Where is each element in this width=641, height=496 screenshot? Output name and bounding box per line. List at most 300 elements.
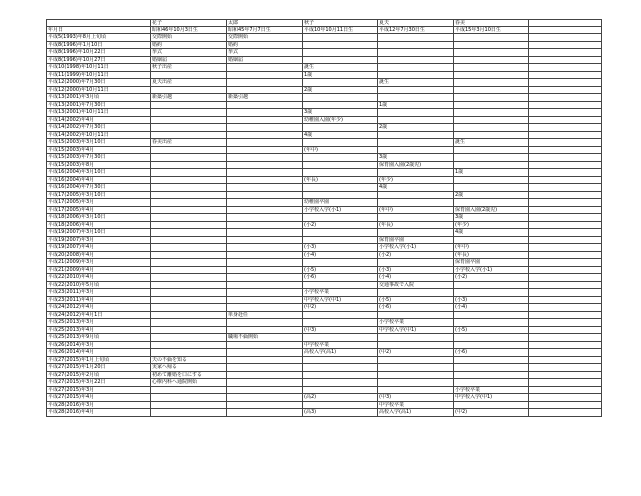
event-cell[interactable] [529,356,602,364]
date-cell[interactable]: 平成15(2003)年8月 [47,161,151,169]
event-cell[interactable] [227,409,303,417]
event-cell[interactable] [303,154,378,162]
event-cell[interactable] [529,251,602,259]
event-cell[interactable] [529,281,602,289]
event-cell[interactable] [454,41,529,49]
event-cell[interactable]: (小5) [454,326,529,334]
date-cell[interactable]: 平成26(2014)年4月 [47,349,151,357]
event-cell[interactable] [151,221,227,229]
date-cell[interactable]: 平成12(2000)年7月30日 [47,79,151,87]
date-cell[interactable]: 平成14(2002)年10月11日 [47,131,151,139]
event-cell[interactable] [227,229,303,237]
event-cell[interactable] [151,184,227,192]
event-cell[interactable] [151,236,227,244]
event-cell[interactable]: 秋子出産 [151,64,227,72]
event-cell[interactable] [227,386,303,394]
event-cell[interactable] [303,49,378,57]
event-cell[interactable] [151,229,227,237]
event-cell[interactable] [529,334,602,342]
date-cell[interactable]: 平成27(2015)年1月20日 [47,364,151,372]
event-cell[interactable]: 実家へ帰る [151,364,227,372]
event-cell[interactable] [529,304,602,312]
event-cell[interactable]: 3歳 [303,109,378,117]
event-cell[interactable] [454,356,529,364]
event-cell[interactable] [227,191,303,199]
event-cell[interactable]: 1歳 [303,71,378,79]
event-cell[interactable] [151,311,227,319]
event-cell[interactable] [529,371,602,379]
event-cell[interactable]: (中2) [378,349,454,357]
event-cell[interactable] [454,371,529,379]
event-cell[interactable] [303,191,378,199]
event-cell[interactable] [151,116,227,124]
event-cell[interactable] [151,214,227,222]
event-cell[interactable] [529,184,602,192]
event-cell[interactable] [378,169,454,177]
date-cell[interactable]: 平成25(2013)年3月 [47,319,151,327]
event-cell[interactable]: (年長) [378,221,454,229]
event-cell[interactable]: 春美出産 [151,139,227,147]
event-cell[interactable]: (小4) [303,251,378,259]
event-cell[interactable] [303,401,378,409]
event-cell[interactable] [303,236,378,244]
event-cell[interactable]: (年中) [454,244,529,252]
event-cell[interactable]: 婚姻届 [151,56,227,64]
event-cell[interactable] [151,289,227,297]
event-cell[interactable] [454,116,529,124]
event-cell[interactable] [151,176,227,184]
event-cell[interactable] [529,221,602,229]
event-cell[interactable] [151,304,227,312]
event-cell[interactable] [378,86,454,94]
event-cell[interactable] [378,191,454,199]
event-cell[interactable] [227,304,303,312]
event-cell[interactable] [227,341,303,349]
event-cell[interactable] [529,131,602,139]
event-cell[interactable] [454,94,529,102]
event-cell[interactable] [529,71,602,79]
event-cell[interactable] [303,41,378,49]
event-cell[interactable]: (小2) [454,274,529,282]
date-cell[interactable]: 平成11(1999)年10月11日 [47,71,151,79]
event-cell[interactable] [529,94,602,102]
date-cell[interactable]: 平成14(2002)年7月30日 [47,124,151,132]
event-cell[interactable] [303,371,378,379]
event-cell[interactable] [454,319,529,327]
event-cell[interactable] [454,34,529,42]
event-cell[interactable] [227,176,303,184]
event-cell[interactable]: (小3) [454,296,529,304]
event-cell[interactable] [151,199,227,207]
event-cell[interactable] [151,206,227,214]
event-cell[interactable]: 心療内科へ通院開始 [151,379,227,387]
date-cell[interactable]: 平成8(1996)年10月22日 [47,49,151,57]
event-cell[interactable]: 3歳 [378,154,454,162]
event-cell[interactable]: 誕生 [454,139,529,147]
event-cell[interactable]: 保育園卒園 [454,259,529,267]
event-cell[interactable] [454,334,529,342]
event-cell[interactable]: 4歳 [303,131,378,139]
event-cell[interactable]: (年少) [454,221,529,229]
event-cell[interactable] [454,79,529,87]
date-cell[interactable]: 平成8(1996)年1月10日 [47,41,151,49]
event-cell[interactable] [529,64,602,72]
event-cell[interactable]: 挙式 [227,49,303,57]
event-cell[interactable] [454,71,529,79]
date-cell[interactable]: 平成21(2009)年4月 [47,266,151,274]
event-cell[interactable]: 単身赴任 [227,311,303,319]
event-cell[interactable] [151,281,227,289]
date-cell[interactable]: 平成24(2012)年4月 [47,304,151,312]
event-cell[interactable] [303,124,378,132]
event-cell[interactable]: 幼稚園卒園 [303,199,378,207]
event-cell[interactable] [303,161,378,169]
event-cell[interactable]: (小4) [378,274,454,282]
event-cell[interactable]: 小学校入学(小1) [378,244,454,252]
event-cell[interactable] [378,146,454,154]
event-cell[interactable] [151,319,227,327]
event-cell[interactable] [454,199,529,207]
event-cell[interactable] [227,236,303,244]
event-cell[interactable] [151,341,227,349]
event-cell[interactable] [227,349,303,357]
event-cell[interactable] [151,326,227,334]
event-cell[interactable]: (年中) [303,146,378,154]
event-cell[interactable] [151,394,227,402]
header-birth-cell[interactable]: 昭和45年7月7日生 [227,27,303,34]
date-cell[interactable]: 平成28(2016)年4月 [47,409,151,417]
date-cell[interactable]: 平成27(2015)年3月 [47,386,151,394]
event-cell[interactable]: 挙式 [151,49,227,57]
event-cell[interactable] [151,386,227,394]
event-cell[interactable]: 3歳 [454,214,529,222]
event-cell[interactable] [378,334,454,342]
event-cell[interactable] [378,214,454,222]
event-cell[interactable] [529,296,602,304]
date-cell[interactable]: 平成15(2003)年4月 [47,146,151,154]
event-cell[interactable] [303,311,378,319]
event-cell[interactable] [303,139,378,147]
event-cell[interactable] [303,259,378,267]
event-cell[interactable] [151,71,227,79]
event-cell[interactable] [378,341,454,349]
date-cell[interactable]: 平成17(2005)年4月 [47,206,151,214]
event-cell[interactable]: (中3) [378,394,454,402]
date-cell[interactable]: 平成19(2007)年3月 [47,236,151,244]
date-cell[interactable]: 平成25(2013)年4月 [47,326,151,334]
event-cell[interactable] [378,364,454,372]
date-cell[interactable]: 平成22(2010)年4月 [47,274,151,282]
event-cell[interactable] [454,124,529,132]
event-cell[interactable] [227,296,303,304]
event-cell[interactable]: 中学校卒業 [303,341,378,349]
event-cell[interactable] [151,154,227,162]
event-cell[interactable]: 高校入学(高1) [378,409,454,417]
event-cell[interactable]: (高2) [303,394,378,402]
event-cell[interactable] [303,79,378,87]
event-cell[interactable]: (小5) [378,296,454,304]
event-cell[interactable] [378,139,454,147]
event-cell[interactable] [378,49,454,57]
event-cell[interactable]: 小学校入学(小1) [303,206,378,214]
event-cell[interactable] [454,109,529,117]
event-cell[interactable] [454,161,529,169]
event-cell[interactable] [151,169,227,177]
event-cell[interactable] [454,56,529,64]
event-cell[interactable]: (中2) [454,409,529,417]
date-cell[interactable]: 平成8(1996)年10月27日 [47,56,151,64]
event-cell[interactable]: (年少) [378,176,454,184]
event-cell[interactable] [151,244,227,252]
date-cell[interactable]: 平成24(2012)年4月1日 [47,311,151,319]
event-cell[interactable] [454,176,529,184]
event-cell[interactable]: 幼稚園入園(年少) [303,116,378,124]
event-cell[interactable] [227,206,303,214]
event-cell[interactable] [529,229,602,237]
event-cell[interactable] [227,124,303,132]
date-cell[interactable]: 平成13(2001)年10月11日 [47,109,151,117]
header-name-cell[interactable]: 花子 [151,20,227,27]
date-cell[interactable]: 平成17(2005)年3月10日 [47,191,151,199]
event-cell[interactable] [529,86,602,94]
event-cell[interactable] [378,71,454,79]
event-cell[interactable] [151,251,227,259]
event-cell[interactable] [227,266,303,274]
event-cell[interactable] [378,94,454,102]
header-birth-cell[interactable]: 平成15年3月10日生 [454,27,529,34]
event-cell[interactable] [454,131,529,139]
event-cell[interactable] [227,394,303,402]
event-cell[interactable] [227,146,303,154]
date-cell[interactable]: 平成19(2007)年4月 [47,244,151,252]
event-cell[interactable]: (小6) [303,274,378,282]
event-cell[interactable] [378,311,454,319]
event-cell[interactable] [227,379,303,387]
event-cell[interactable] [151,259,227,267]
event-cell[interactable] [227,116,303,124]
event-cell[interactable]: 高校入学(高1) [303,349,378,357]
event-cell[interactable] [303,34,378,42]
event-cell[interactable]: (小3) [378,266,454,274]
event-cell[interactable] [151,109,227,117]
date-cell[interactable]: 平成27(2015)年2月頃 [47,371,151,379]
event-cell[interactable]: 1歳 [454,169,529,177]
event-cell[interactable] [227,154,303,162]
date-cell[interactable]: 平成5(1993)年8月上旬頃 [47,34,151,42]
event-cell[interactable] [378,356,454,364]
event-cell[interactable] [529,116,602,124]
event-cell[interactable]: 交際開始 [227,34,303,42]
event-cell[interactable] [529,124,602,132]
event-cell[interactable] [227,199,303,207]
event-cell[interactable] [529,109,602,117]
event-cell[interactable] [529,191,602,199]
event-cell[interactable] [454,379,529,387]
event-cell[interactable]: 誕生 [303,64,378,72]
event-cell[interactable] [303,386,378,394]
event-cell[interactable] [529,169,602,177]
event-cell[interactable] [529,409,602,417]
event-cell[interactable] [529,154,602,162]
event-cell[interactable] [454,154,529,162]
event-cell[interactable]: 中学校入学(中1) [454,394,529,402]
header-name-cell[interactable]: 夏夫 [378,20,454,27]
header-birth-cell[interactable]: 昭和46年10月3日生 [151,27,227,34]
event-cell[interactable] [227,364,303,372]
event-cell[interactable] [529,274,602,282]
event-cell[interactable] [454,101,529,109]
event-cell[interactable]: 夏夫出産 [151,79,227,87]
event-cell[interactable] [454,146,529,154]
event-cell[interactable] [303,214,378,222]
event-cell[interactable] [454,86,529,94]
event-cell[interactable] [303,169,378,177]
event-cell[interactable] [454,64,529,72]
event-cell[interactable]: 中学校卒業 [378,401,454,409]
event-cell[interactable]: 夫の不倫を知る [151,356,227,364]
date-cell[interactable]: 平成13(2001)年3月頃 [47,94,151,102]
event-cell[interactable] [378,289,454,297]
event-cell[interactable]: (中3) [303,326,378,334]
event-cell[interactable] [227,274,303,282]
event-cell[interactable]: (小2) [378,251,454,259]
event-cell[interactable]: 2歳 [454,191,529,199]
event-cell[interactable] [227,356,303,364]
event-cell[interactable] [151,191,227,199]
header-birth-cell[interactable] [529,27,602,34]
date-cell[interactable]: 平成27(2015)年3月22日 [47,379,151,387]
header-name-cell[interactable] [529,20,602,27]
event-cell[interactable] [378,34,454,42]
event-cell[interactable] [227,109,303,117]
event-cell[interactable]: 中学校入学(中1) [378,326,454,334]
event-cell[interactable]: 婚約 [151,41,227,49]
event-cell[interactable] [454,236,529,244]
event-cell[interactable] [378,386,454,394]
event-cell[interactable] [529,161,602,169]
event-cell[interactable] [454,364,529,372]
event-cell[interactable] [227,71,303,79]
event-cell[interactable] [529,266,602,274]
event-cell[interactable] [454,401,529,409]
date-cell[interactable]: 平成19(2007)年3月10日 [47,229,151,237]
event-cell[interactable] [378,259,454,267]
event-cell[interactable] [151,86,227,94]
event-cell[interactable] [378,379,454,387]
event-cell[interactable] [227,326,303,334]
event-cell[interactable] [303,94,378,102]
event-cell[interactable]: 新築引越 [151,94,227,102]
event-cell[interactable] [227,161,303,169]
date-cell[interactable]: 平成20(2008)年4月 [47,251,151,259]
event-cell[interactable] [529,236,602,244]
event-cell[interactable]: (年中) [378,206,454,214]
event-cell[interactable] [454,289,529,297]
date-cell[interactable]: 平成16(2004)年7月30日 [47,184,151,192]
event-cell[interactable] [303,334,378,342]
header-birth-cell[interactable]: 年月日 [47,27,151,34]
event-cell[interactable] [529,41,602,49]
event-cell[interactable]: 婚姻届 [227,56,303,64]
event-cell[interactable] [227,319,303,327]
event-cell[interactable] [151,131,227,139]
event-cell[interactable] [529,244,602,252]
event-cell[interactable] [151,146,227,154]
event-cell[interactable] [529,289,602,297]
event-cell[interactable] [227,139,303,147]
event-cell[interactable] [151,274,227,282]
event-cell[interactable] [378,199,454,207]
event-cell[interactable] [151,401,227,409]
event-cell[interactable] [454,281,529,289]
event-cell[interactable] [529,311,602,319]
header-name-cell[interactable] [47,20,151,27]
event-cell[interactable] [303,101,378,109]
event-cell[interactable] [378,64,454,72]
date-cell[interactable]: 平成25(2013)年9月頃 [47,334,151,342]
event-cell[interactable] [227,289,303,297]
event-cell[interactable] [227,64,303,72]
event-cell[interactable] [378,109,454,117]
event-cell[interactable] [529,176,602,184]
event-cell[interactable] [303,379,378,387]
event-cell[interactable]: 中学校入学(中1) [303,296,378,304]
event-cell[interactable]: 小学校卒業 [303,289,378,297]
event-cell[interactable] [227,281,303,289]
event-cell[interactable] [529,206,602,214]
event-cell[interactable]: 2歳 [378,124,454,132]
event-cell[interactable]: 1歳 [378,101,454,109]
event-cell[interactable]: 職場不倫開始 [227,334,303,342]
event-cell[interactable]: (小2) [303,221,378,229]
event-cell[interactable] [378,229,454,237]
event-cell[interactable] [227,251,303,259]
event-cell[interactable]: 新築引越 [227,94,303,102]
header-name-cell[interactable]: 太郎 [227,20,303,27]
event-cell[interactable] [303,229,378,237]
event-cell[interactable] [151,349,227,357]
event-cell[interactable] [227,214,303,222]
event-cell[interactable] [227,86,303,94]
event-cell[interactable] [151,124,227,132]
event-cell[interactable]: (小6) [454,349,529,357]
event-cell[interactable] [151,266,227,274]
header-name-cell[interactable]: 秋子 [303,20,378,27]
event-cell[interactable] [529,56,602,64]
date-cell[interactable]: 平成27(2015)年4月 [47,394,151,402]
event-cell[interactable]: (小6) [378,304,454,312]
date-cell[interactable]: 平成28(2016)年3月 [47,401,151,409]
header-birth-cell[interactable]: 平成12年7月30日生 [378,27,454,34]
event-cell[interactable] [529,386,602,394]
event-cell[interactable] [454,184,529,192]
event-cell[interactable]: 初めて離婚を口にする [151,371,227,379]
event-cell[interactable] [378,131,454,139]
event-cell[interactable] [303,184,378,192]
event-cell[interactable] [529,379,602,387]
event-cell[interactable]: 婚約 [227,41,303,49]
event-cell[interactable] [151,296,227,304]
event-cell[interactable] [227,101,303,109]
event-cell[interactable] [303,56,378,64]
event-cell[interactable] [227,401,303,409]
event-cell[interactable]: 交通事故で入院 [378,281,454,289]
event-cell[interactable]: 4歳 [378,184,454,192]
header-birth-cell[interactable]: 平成10年10月11日生 [303,27,378,34]
event-cell[interactable]: (小4) [454,304,529,312]
event-cell[interactable]: 保育園入園(2歳児) [378,161,454,169]
event-cell[interactable] [227,169,303,177]
